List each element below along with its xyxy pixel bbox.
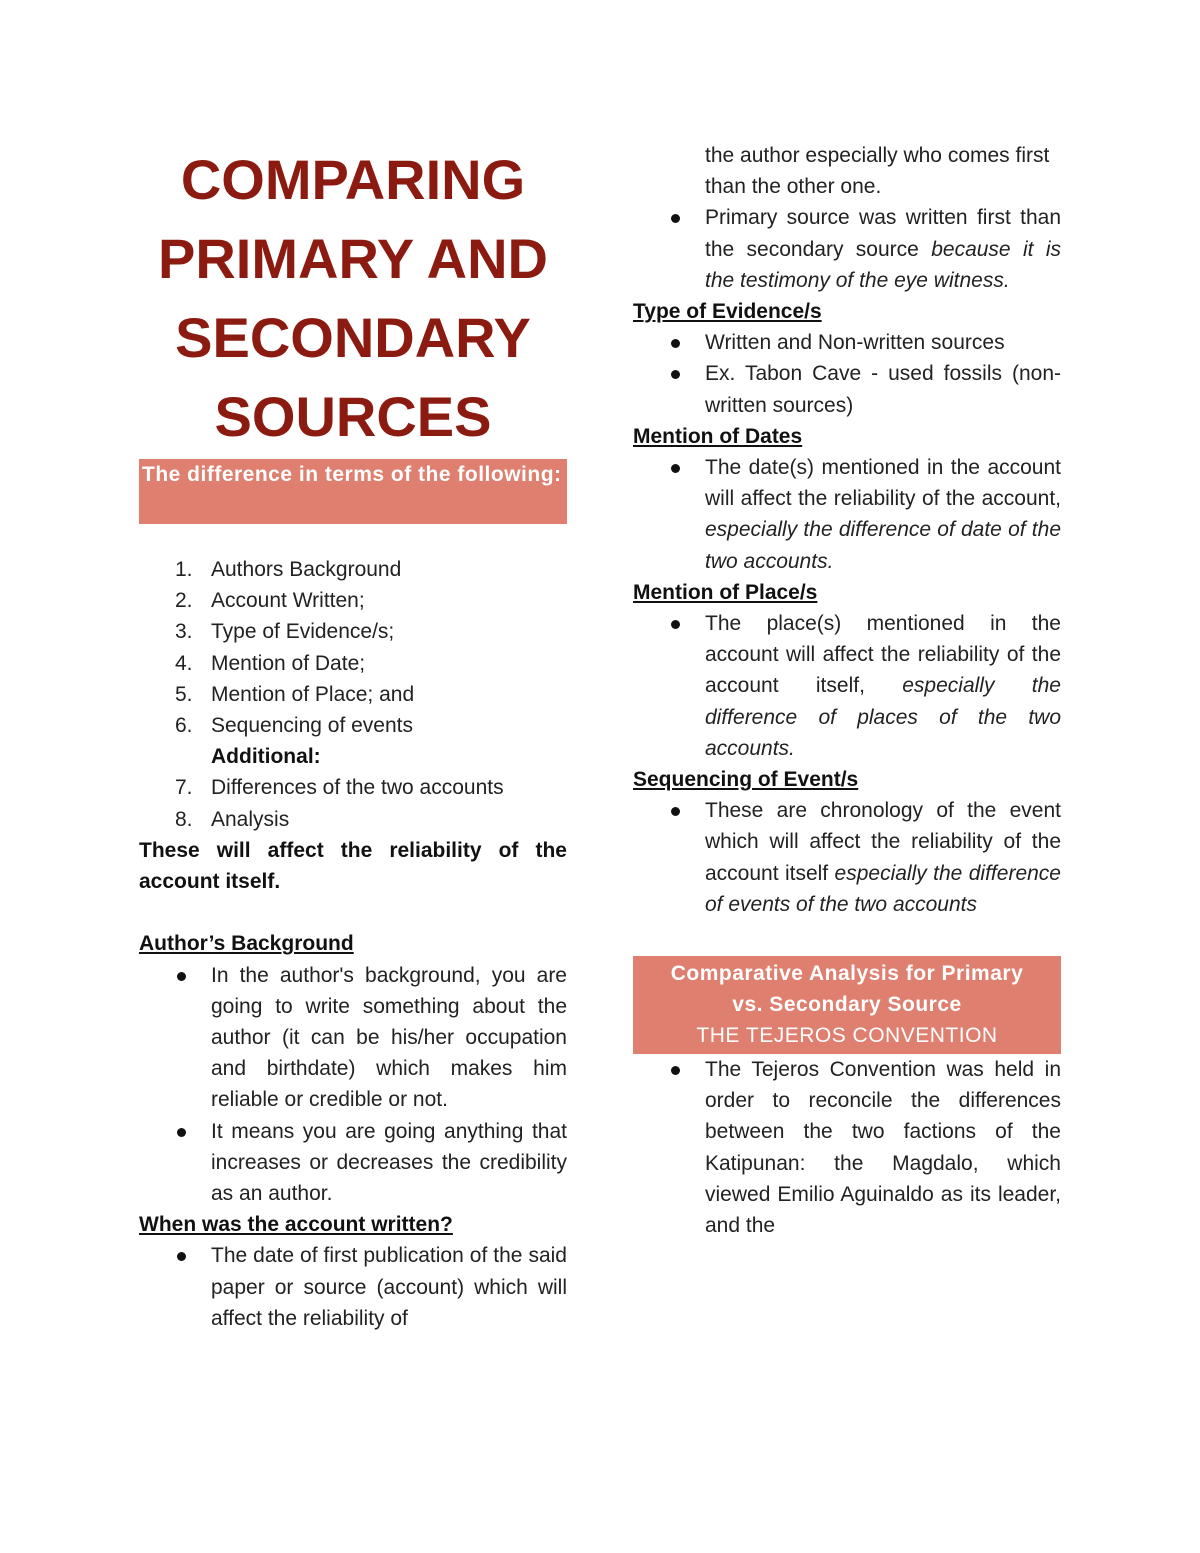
bullet-icon: [671, 620, 680, 629]
list-item: These are chronology of the event which will affect the reliability of the account itself especially the difference of events of the two accounts: [633, 795, 1061, 920]
list-item: 7. Differences of the two accounts: [175, 776, 504, 800]
list-item: 8. Analysis: [175, 807, 290, 831]
list-item: 2. Account Written;: [175, 589, 365, 613]
list-item: 3. Type of Evidence/s;: [175, 620, 395, 644]
section-heading-mention-of-places: Mention of Place/s: [633, 580, 818, 604]
document-title: COMPARING PRIMARY AND SECONDARY SOURCES: [158, 148, 548, 448]
sequencing-of-events-list: [633, 795, 1061, 920]
intro-banner: The difference in terms of the following:: [139, 459, 567, 524]
bullet-icon: [671, 339, 680, 348]
list-item: The place(s) mentioned in the account will affect the reliability of the account itself, especially the difference of places of the two accounts.: [633, 608, 1061, 764]
list-item: In the author's background, you are going to write something about the author (it can be his/her occupation and birthdate) which makes him reliable or credible or not.: [139, 960, 567, 1116]
list-item: The Tejeros Convention was held in order to reconcile the differences between the two factions of the Katipunan: the Magdalo, which viewed Emilio Aguinaldo as its leader, and the: [633, 1054, 1061, 1241]
bullet-icon: [177, 1252, 186, 1261]
list-item: The date of first publication of the said paper or source (account) which will affect the reliability of: [139, 1240, 567, 1334]
bullet-icon: [671, 214, 680, 223]
list-item: Written and Non-written sources: [633, 327, 1061, 358]
list-item: the author especially who comes first than the other one.: [705, 144, 1050, 199]
section-heading-sequencing-of-events: Sequencing of Event/s: [633, 768, 859, 792]
section-heading-authors-background: Author’s Background: [139, 932, 354, 956]
authors-background-list: [139, 960, 567, 1210]
bullet-icon: [671, 464, 680, 473]
section-heading-type-of-evidence: Type of Evidence/s: [633, 300, 822, 324]
list-item: The date(s) mentioned in the account will affect the reliability of the account, especially the difference of date of the two accounts.: [633, 452, 1061, 577]
left-column: [139, 140, 567, 1334]
right-column: [633, 140, 1061, 1241]
list-item: 4. Mention of Date;: [175, 651, 366, 675]
section-heading-account-written: When was the account written?: [139, 1213, 453, 1237]
bullet-icon: [671, 1066, 680, 1075]
list-item: 1. Authors Background: [175, 558, 402, 581]
account-written-list: [139, 1240, 567, 1334]
list-item: 6. Sequencing of events: [175, 714, 413, 738]
list-item: Primary source was written first than the secondary source because it is the testimony of the eye witness.: [633, 202, 1061, 296]
additional-criteria-list: [139, 772, 567, 834]
tejeros-list: [633, 1054, 1061, 1241]
bullet-icon: [671, 370, 680, 379]
list-item: Ex. Tabon Cave - used fossils (non-written sources): [633, 358, 1061, 420]
section-heading-mention-of-dates: Mention of Dates: [633, 424, 803, 448]
list-item: It means you are going anything that increases or decreases the credibility as an author.: [139, 1116, 567, 1210]
additional-label: Additional:: [211, 745, 321, 769]
list-item: 5. Mention of Place; and: [175, 682, 415, 706]
criteria-list: [139, 554, 567, 741]
type-of-evidence-list: [633, 327, 1061, 421]
bullet-icon: [177, 1128, 186, 1137]
comparative-analysis-banner: Comparative Analysis for Primary vs. Secondary Source THE TEJEROS CONVENTION: [633, 956, 1061, 1054]
reliability-note: These will affect the reliability of the account itself.: [139, 838, 567, 894]
mention-of-places-list: [633, 608, 1061, 764]
bullet-icon: [671, 807, 680, 816]
mention-of-dates-list: [633, 452, 1061, 577]
bullet-icon: [177, 972, 186, 981]
account-written-list-continued: [633, 140, 1061, 296]
